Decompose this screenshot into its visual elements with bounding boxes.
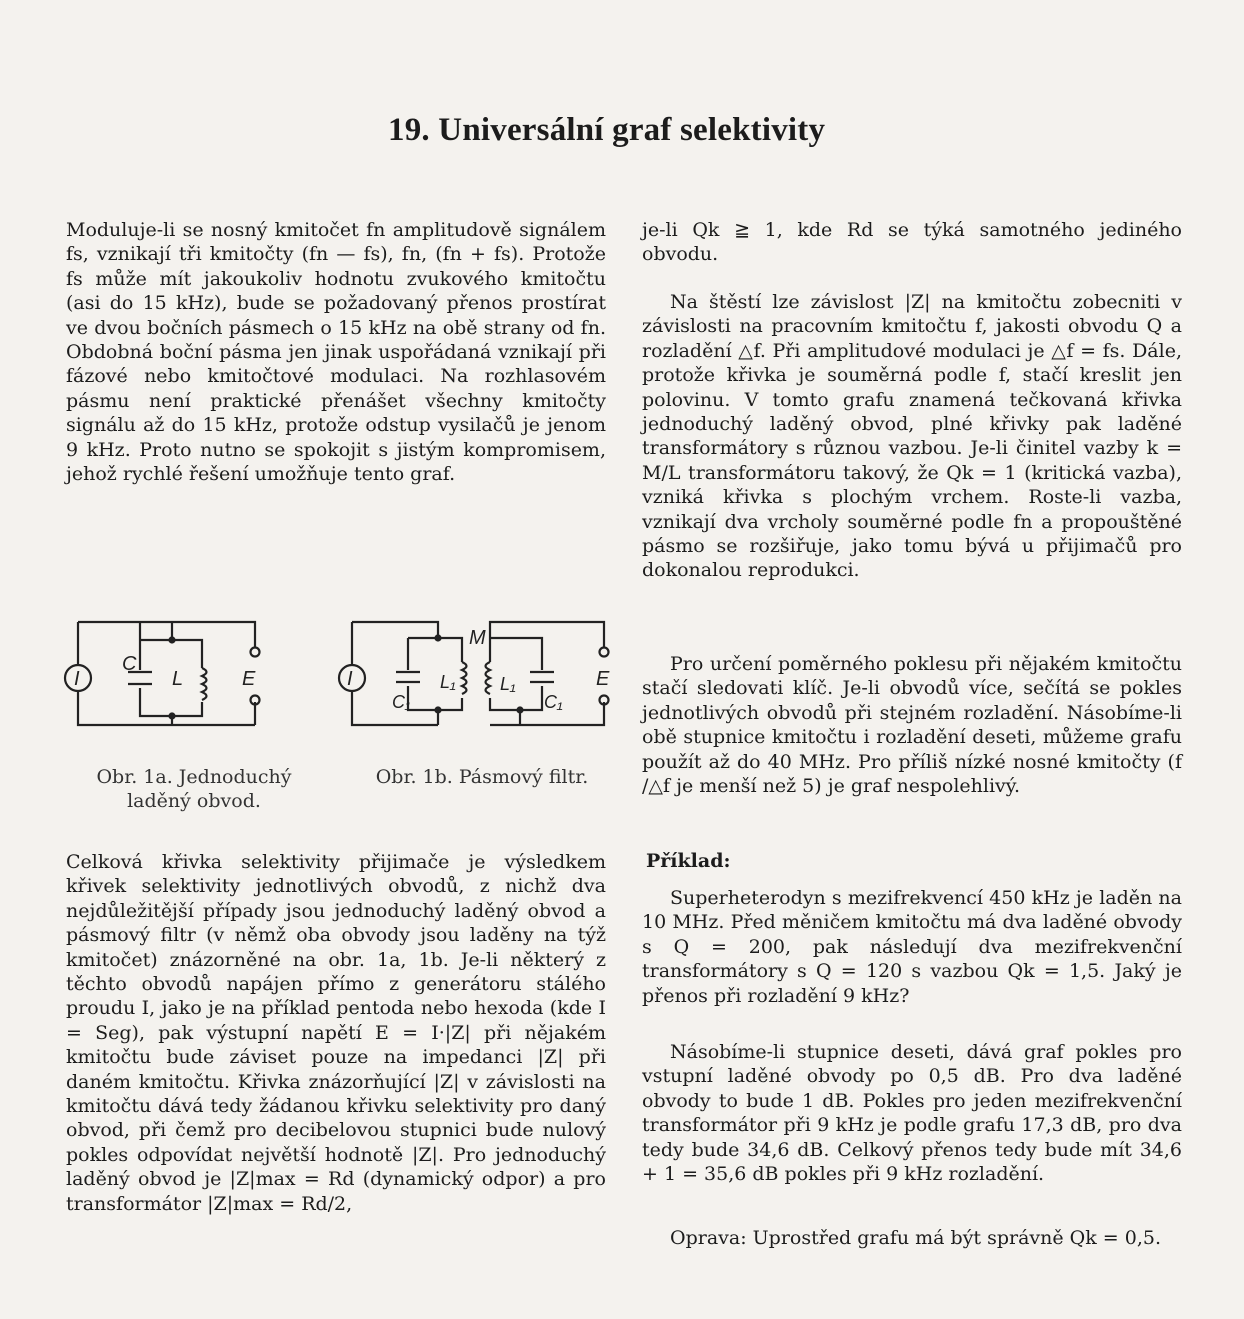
label-capacitor: C — [122, 653, 137, 675]
figure-1b-circuit — [330, 610, 620, 740]
qk-paragraph: je-li Qk ≧ 1, kde Rd se týká samotného jediného obvodu. — [642, 219, 1182, 266]
intro-paragraph: Moduluje-li se nosný kmitočet fn amplitudově signálem fs, vznikají tři kmitočty (fn — fs), fn, (fn + fs). Protože fs může mít jakoukoliv hodnotu zvukového kmitočtu (asi do 15 kHz), bude se požadovaný přenos prostírat ve dvou bočních pásmech o 15 kHz na obě strany od fn. Obdobná boční pásma jen jinak uspořádaná vznikají při fázové nebo kmitočtové modulaci. Na rozhlasovém pásmu není praktické přenášet všechny kmitočty signálu až do 15 kHz, protože odstup vysilačů je jenom 9 kHz. Proto nutno se spokojit s jistým kompromisem, jehož rychlé řešení umožňuje tento graf. — [66, 219, 606, 486]
left-column-bottom — [66, 850, 606, 1216]
solution-paragraph: Násobíme-li stupnice deseti, dává graf pokles pro vstupní laděné obvody po 0,5 dB. Pro dva laděné obvody to bude 1 dB. Pokles pro jeden mezifrekvenční transformátor při 9 kHz je podle grafu 17,3 dB, pro dva tedy bude 34,6 dB. Celkový přenos tedy bude mít 34,6 + 1 = 35,6 dB pokles při 9 kHz rozladění. — [642, 1041, 1182, 1186]
generalization-paragraph: Na štěstí lze závislost |Z| na kmitočtu zobecniti v závislosti na pracovním kmitočtu f, jakosti obvodu Q a rozladění △f. Při amplitudové modulaci je △f = fs. Dále, protože křivka je souměrná podle f, stačí kreslit jen polovinu. V tomto grafu znamená tečkovaná křivka jednoduchý laděný obvod, plné křivky pak laděné transformátory s různou vazbou. Je-li činitel vazby k = M/L transformátoru takový, že Qk = 1 (kritická vazba), vzniká křivka s plochým vrchem. Roste-li vazba, vznikají dva vrcholy souměrné podle fn a propouštěné pásmo se rozšiřuje, jako tomu bývá u přijimačů pro dokonalou reprodukci. — [642, 291, 1182, 582]
label-c1-right: C₁ — [544, 692, 563, 712]
left-column-top — [66, 218, 606, 486]
right-column-mid — [642, 290, 1182, 583]
label-output-b: E — [596, 668, 610, 690]
page-title: 19. Universální graf selektivity — [388, 112, 826, 148]
example-heading: Příklad: — [646, 850, 731, 872]
label-generator: I — [74, 668, 80, 690]
correction-block — [642, 1226, 1182, 1250]
label-c1-left: C₁ — [392, 692, 411, 712]
right-column-top — [642, 218, 1182, 267]
label-l1-left: L₁ — [440, 672, 456, 692]
selectivity-paragraph: Celková křivka selektivity přijimače je výsledkem křivek selektivity jednotlivých obvodů, z nichž dva nejdůležitější případy jsou jednoduchý laděný obvod a pásmový filtr (v němž oba obvody jsou laděny na týž kmitočet) znázorněné na obr. 1a, 1b. Je-li některý z těchto obvodů napájen přímo z generátoru stálého proudu I, jako je na příklad pentoda nebo hexoda (kde I = Seg), pak výstupní napětí E = I·|Z| při nějakém kmitočtu bude záviset pouze na impedanci |Z| při daném kmitočtu. Křivka znázorňující |Z| v závislosti na kmitočtu dává tedy žádanou křivku selektivity pro daný obvod, při čemž pro decibelovou stupnici bude nulový pokles odpovídat největší hodnotě |Z|. Pro jednoduchý laděný obvod je |Z|max = Rd (dynamický odpor) a pro transformátor |Z|max = Rd/2, — [66, 851, 606, 1215]
caption-figure-1b: Obr. 1b. Pásmový filtr. — [375, 766, 589, 788]
label-l1-right: L₁ — [500, 674, 516, 694]
label-output: E — [242, 668, 256, 690]
label-inductor: L — [172, 668, 184, 690]
figure-1a-circuit — [60, 610, 280, 740]
right-column-key — [642, 652, 1182, 798]
caption-figure-1a: Obr. 1a. Jednoduchý laděný obvod. — [96, 766, 292, 812]
solution-block — [642, 1040, 1182, 1186]
correction-paragraph: Oprava: Uprostřed grafu má být správně Qk = 0,5. — [670, 1227, 1162, 1249]
label-mutual: M — [469, 627, 486, 649]
key-paragraph: Pro určení poměrného poklesu při nějakém kmitočtu stačí sledovati klíč. Je-li obvodů více, sečítá se pokles jednotlivých obvodů při stejném rozladění. Násobíme-li obě stupnice kmitočtu i rozladění deseti, můžeme grafu použít až do 40 MHz. Pro příliš nízké nosné kmitočty (f /△f je menší než 5) je graf nespolehlivý. — [642, 653, 1182, 798]
label-generator-b: I — [347, 668, 353, 690]
example-block — [642, 886, 1182, 1008]
example-paragraph: Superheterodyn s mezifrekvencí 450 kHz je laděn na 10 MHz. Před měničem kmitočtu má dva laděné obvody s Q = 200, pak následují dva mezifrekvenční transformátory s Q = 120 s vazbou Qk = 1,5. Jaký je přenos při rozladění 9 kHz? — [642, 887, 1182, 1007]
